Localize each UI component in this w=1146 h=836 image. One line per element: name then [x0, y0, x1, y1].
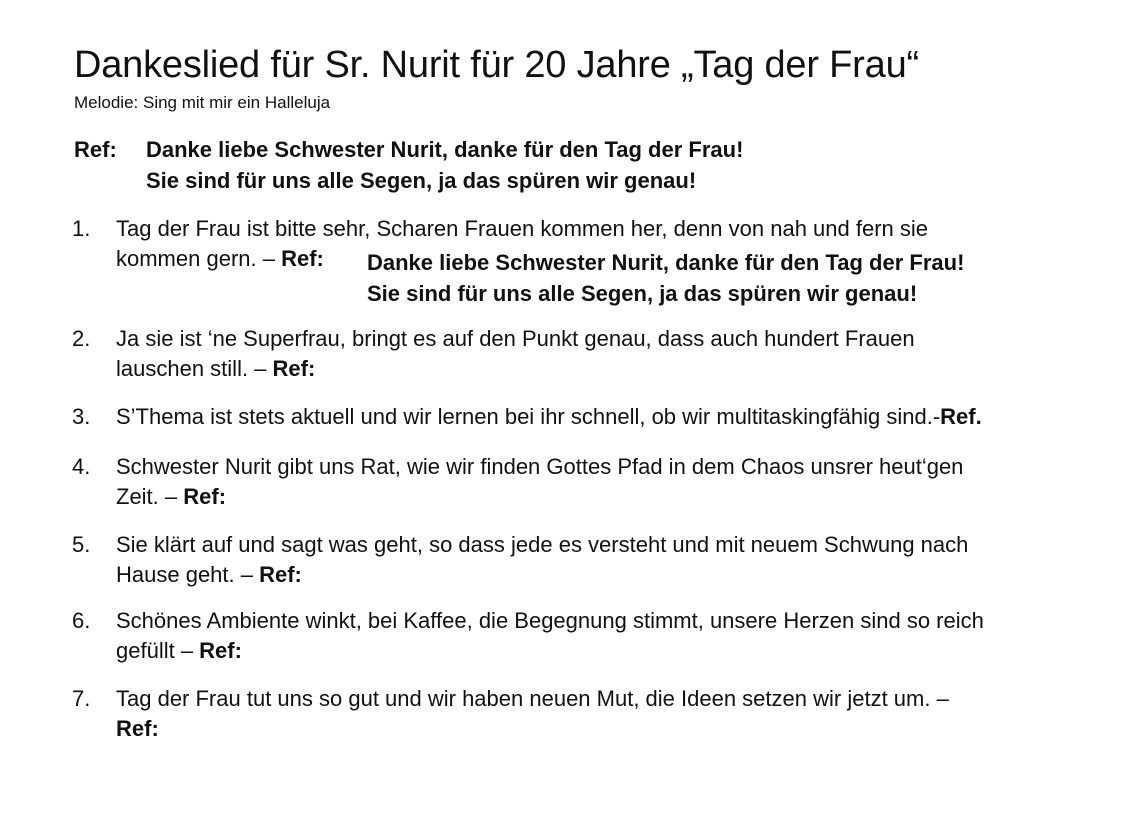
refrain-line-1: Danke liebe Schwester Nurit, danke für den Tag der Frau!	[146, 137, 744, 162]
verse-line-2: lauschen still. – Ref:	[116, 356, 316, 381]
verse-line-2	[116, 714, 1106, 744]
verse-number: 4.	[72, 454, 91, 479]
verse-ref-label: Ref:	[281, 246, 324, 271]
verse-line-1: Schwester Nurit gibt uns Rat, wie wir finden Gottes Pfad in dem Chaos unsrer heut‘gen	[116, 454, 964, 479]
verse-ref-label: Ref:	[183, 484, 227, 509]
verse-ref-label: Ref:	[116, 716, 159, 741]
verse-line-1: Tag der Frau tut uns so gut und wir haben neuen Mut, die Ideen setzen wir jetzt um. –	[116, 686, 949, 711]
verse-line-2: Hause geht. – Ref:	[116, 562, 302, 587]
verse-number: 1.	[72, 216, 91, 241]
verse-line-1: Ja sie ist ‘ne Superfrau, bringt es auf den Punkt genau, dass auch hundert Frauen	[116, 326, 915, 351]
verse-ref-label: Ref:	[199, 638, 242, 663]
verse-text	[116, 402, 1106, 432]
refrain-line-2: Sie sind für uns alle Segen, ja das spüren wir genau!	[146, 168, 697, 193]
verse-line-1: Tag der Frau ist bitte sehr, Scharen Frauen kommen her, denn von nah und fern sie	[116, 216, 929, 241]
verse-text	[116, 530, 1106, 590]
verse-1-refrain-line-1: Danke liebe Schwester Nurit, danke für den Tag der Frau!	[367, 250, 965, 275]
verse-ref-label: Ref:	[259, 562, 302, 587]
verse-line-2: gefüllt – Ref:	[116, 638, 242, 663]
verse-ref-label: Ref.	[940, 404, 982, 429]
verse-line-1: S’Thema ist stets aktuell und wir lernen bei ihr schnell, ob wir multitaskingfähig sind.-Ref.	[116, 404, 982, 429]
verse-line-2: Zeit. – Ref:	[116, 484, 227, 509]
refrain-lines	[146, 134, 743, 196]
verse-number: 2.	[72, 326, 91, 351]
verse-ref-label: Ref:	[272, 356, 316, 381]
verse-number: 6.	[72, 608, 91, 633]
refrain-label: Ref:	[74, 137, 117, 162]
verse-line-1: Schönes Ambiente winkt, bei Kaffee, die Begegnung stimmt, unsere Herzen sind so reich	[116, 608, 984, 633]
verse-number: 5.	[72, 532, 91, 557]
verse-text	[116, 324, 1106, 384]
verse-number: 3.	[72, 404, 91, 429]
verse-line-1: Sie klärt auf und sagt was geht, so dass jede es versteht und mit neuem Schwung nach	[116, 532, 969, 557]
verse-text	[116, 606, 1106, 666]
page-title: Dankeslied für Sr. Nurit für 20 Jahre „Tag der Frau“	[74, 44, 919, 86]
verse-text	[116, 684, 1106, 744]
verse-number: 7.	[72, 686, 91, 711]
melody-subtitle: Melodie: Sing mit mir ein Halleluja	[74, 93, 331, 112]
verse-1-refrain	[367, 247, 964, 309]
verse-line-2: kommen gern. – Ref:	[116, 246, 324, 271]
verse-1-refrain-line-2: Sie sind für uns alle Segen, ja das spüren wir genau!	[367, 281, 918, 306]
verse-text	[116, 452, 1106, 512]
